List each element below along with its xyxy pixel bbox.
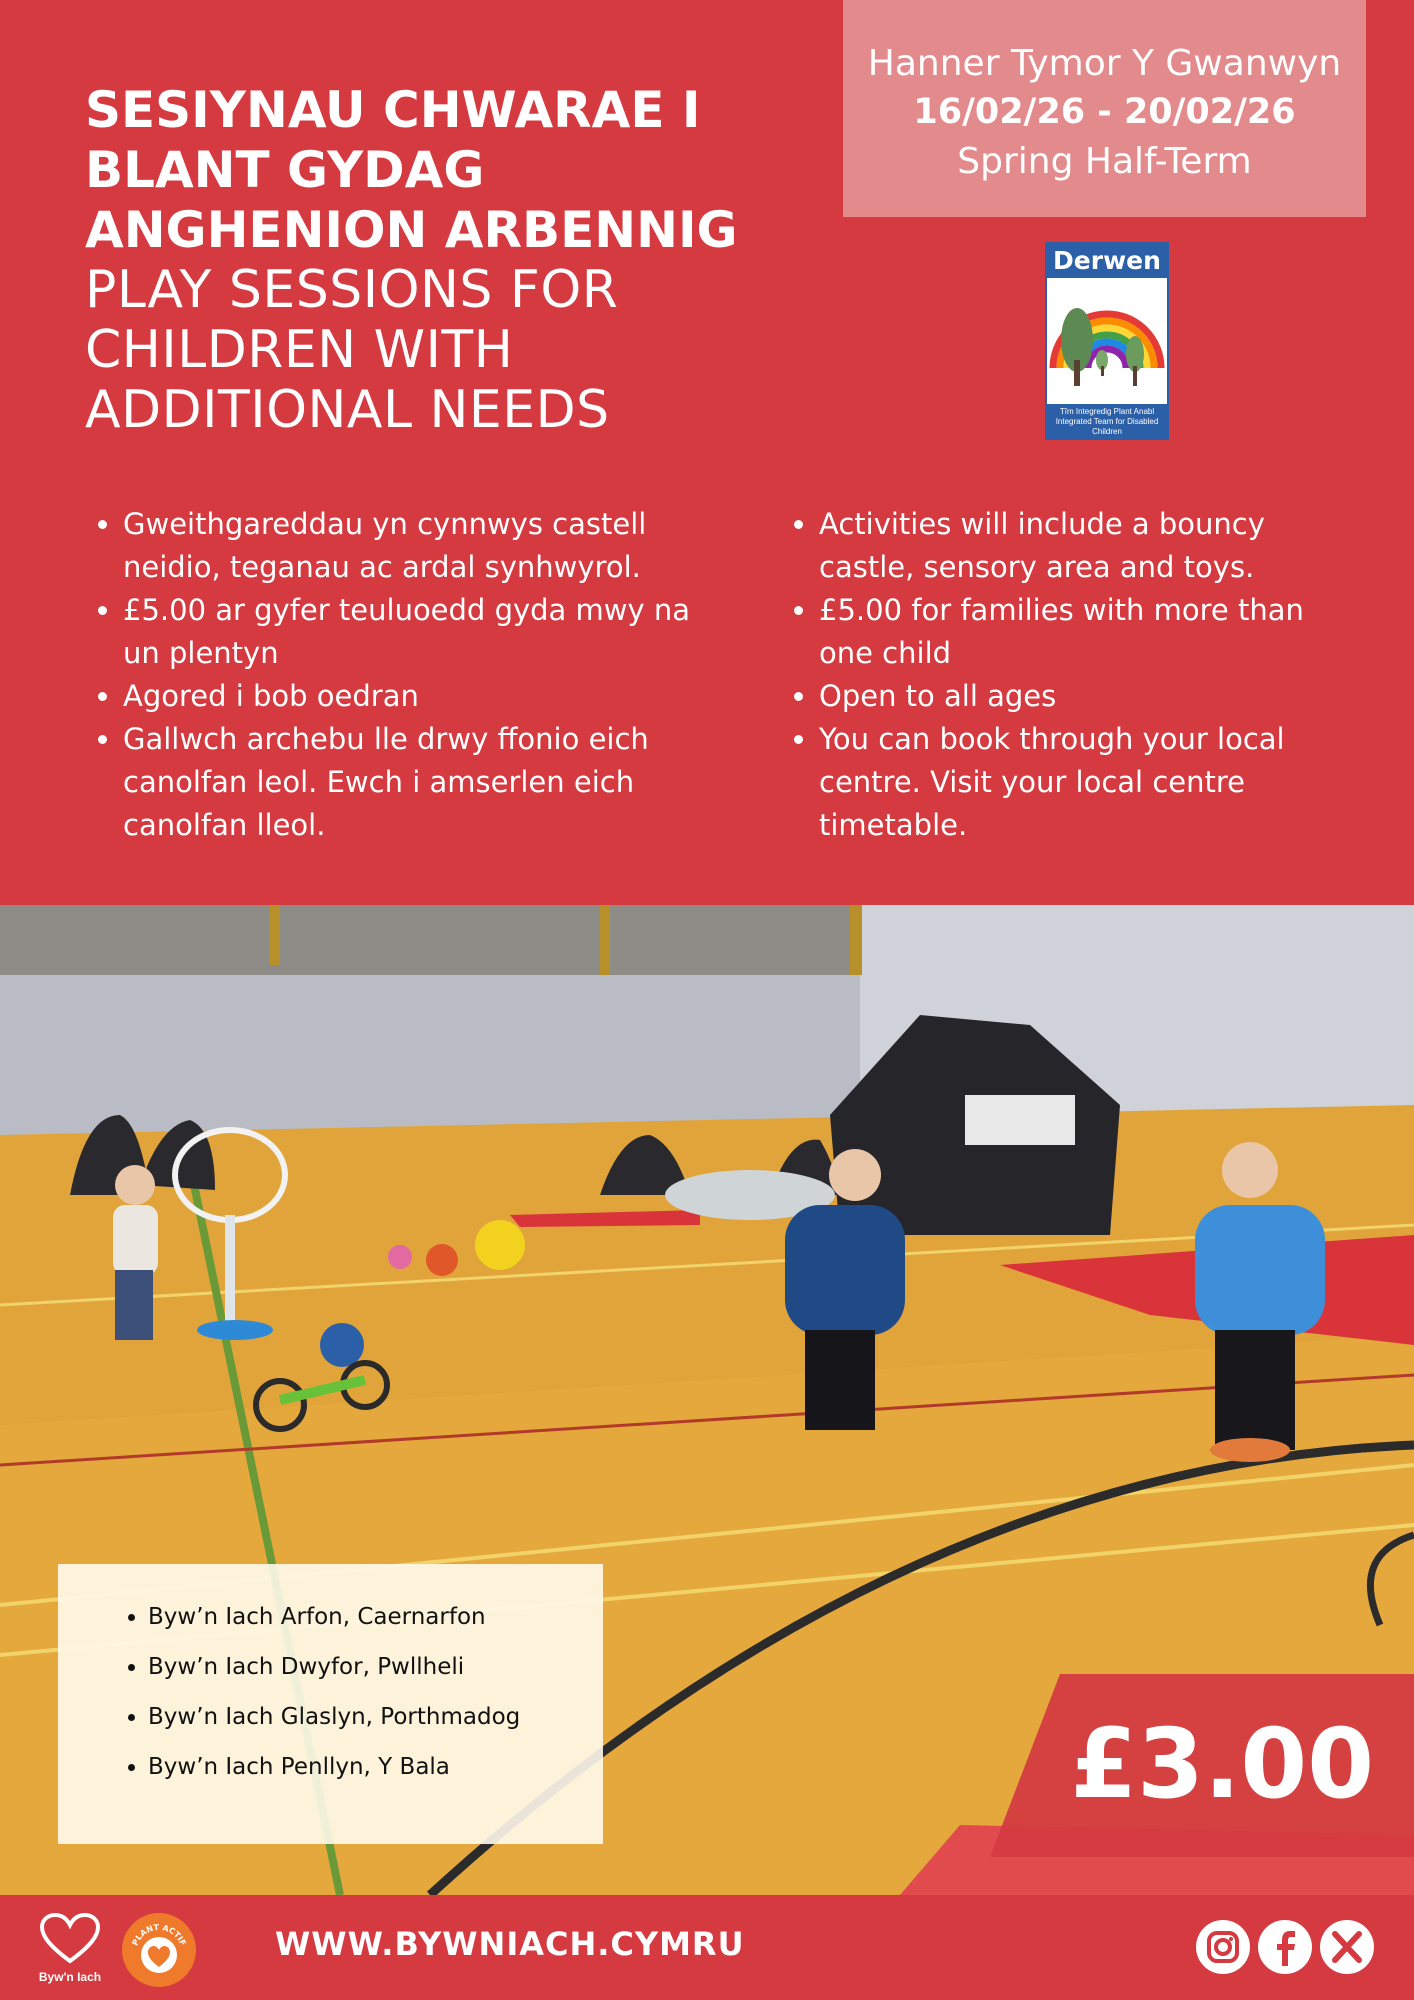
title-block [85,80,825,440]
derwen-logo [1045,242,1169,440]
footer [0,1895,1414,2000]
bullet-item: • Activities will include a bouncy castle, sensory area and toys. [819,503,1361,589]
bullet-item: • Gweithgareddau yn cynnwys castell neidio, teganau ac ardal synhwyrol. [123,503,725,589]
title-english-line: CHILDREN WITH [85,320,514,380]
bywn-iach-logo [36,1913,104,1993]
venue-item: • Byw’n Iach Penllyn, Y Bala [148,1742,603,1792]
rainbow-trees-icon [1047,278,1167,404]
title-english-line: ADDITIONAL NEEDS [85,380,610,440]
bullet-item: • You can book through your local centre. Visit your local centre timetable. [819,718,1361,847]
half-term-english: Spring Half-Term [957,141,1252,182]
website-link[interactable]: WWW.BYWNIACH.CYMRU [275,1925,745,1963]
derwen-logo-name: Derwen [1047,244,1167,278]
title-welsh [85,80,825,260]
instagram-icon[interactable] [1196,1920,1250,1974]
half-term-welsh: Hanner Tymor Y Gwanwyn [867,43,1342,84]
bullet-item: • Agored i bob oedran [123,675,725,718]
plant-actif-label: PLANT ACTIF [130,1922,188,1948]
date-box [843,0,1366,217]
title-english-line: PLAY SESSIONS FOR [85,260,619,320]
bywn-iach-caption: Byw'n Iach [38,1970,102,1984]
derwen-logo-subtitle [1047,404,1167,440]
facebook-icon[interactable] [1258,1920,1312,1974]
venue-item: • Byw’n Iach Arfon, Caernarfon [148,1592,603,1642]
bullet-item: • £5.00 ar gyfer teuluoedd gyda mwy na un plentyn [123,589,725,675]
bullet-item: • Open to all ages [819,675,1361,718]
title-welsh-line: SESIYNAU CHWARAE I [85,81,701,139]
venue-item: • Byw’n Iach Glaslyn, Porthmadog [148,1692,603,1742]
title-welsh-line: BLANT GYDAG [85,141,485,199]
venue-item: • Byw’n Iach Dwyfor, Pwllheli [148,1642,603,1692]
derwen-subtitle-english: Integrated Team for Disabled Children [1055,417,1159,436]
x-icon[interactable] [1320,1920,1374,1974]
title-english [85,260,825,440]
price-text: £3.00 [1070,1708,1374,1820]
bullets-welsh [85,503,725,847]
bullet-item: • Gallwch archebu lle drwy ffonio eich canolfan leol. Ewch i amserlen eich canolfan lleol. [123,718,725,847]
bullets-english [781,503,1361,847]
date-range: 16/02/26 - 20/02/26 [913,92,1296,132]
price-banner [990,1674,1414,1857]
venues-panel [58,1564,603,1844]
plant-actif-logo [122,1913,196,1987]
title-welsh-line: ANGHENION ARBENNIG [85,201,738,259]
derwen-subtitle-welsh: Tîm Integredig Plant Anabl [1059,407,1155,416]
heart-icon [40,1913,100,1965]
bullet-item: • £5.00 for families with more than one child [819,589,1361,675]
